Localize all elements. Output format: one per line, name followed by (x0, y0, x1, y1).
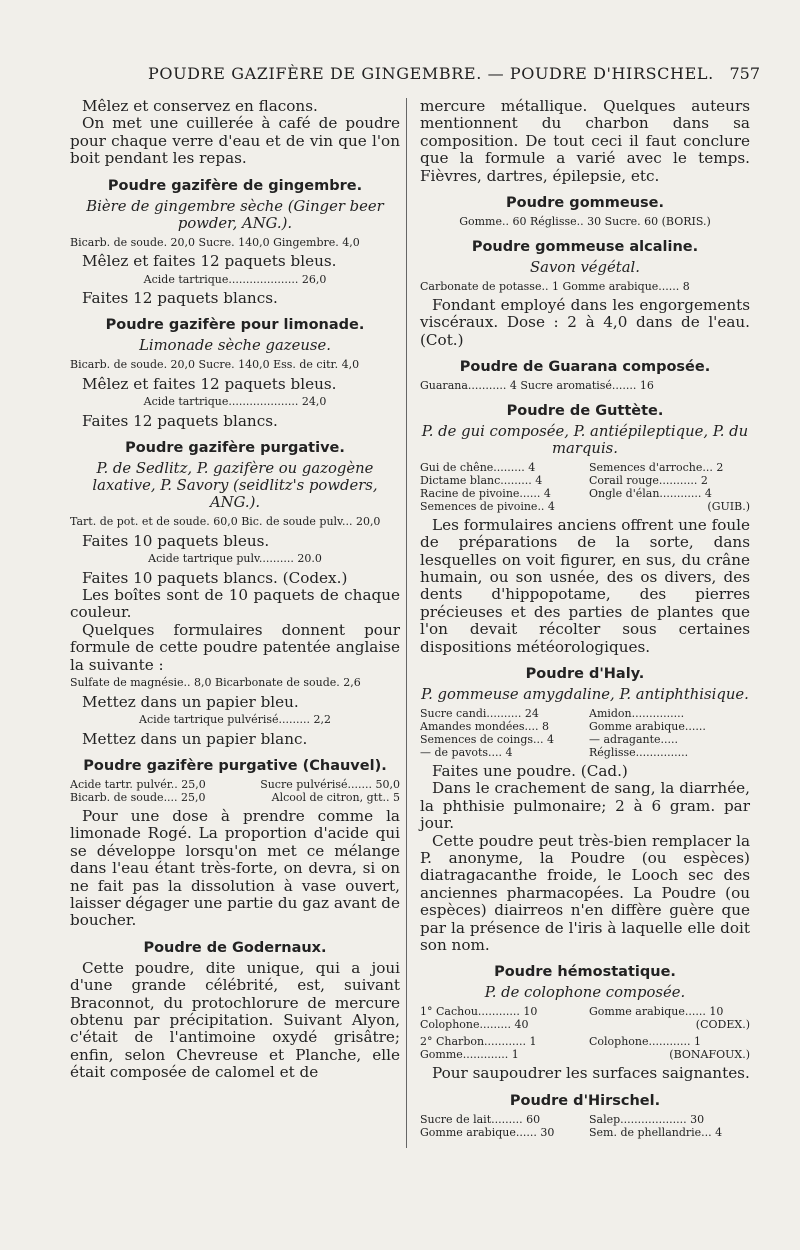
section-heading: Poudre gazifère de gingembre. (107, 177, 363, 194)
section-heading: Poudre gazifère purgative. (125, 440, 345, 457)
instruction: Faites 12 paquets blancs. (82, 289, 278, 308)
source-ref: (CODEX.) (695, 1018, 750, 1032)
section-heading: Poudre d'Haly. (525, 666, 645, 682)
ingredient: Gui de chêne......... 4 (420, 460, 536, 474)
ingredient: Dictame blanc......... 4 (420, 473, 543, 487)
section-subtitle: P. de colophone composée. (484, 984, 686, 1002)
ingredient: Gomme arabique...... 30 (420, 1125, 555, 1139)
ingredient: 2° Charbon............ 1 (420, 1035, 537, 1049)
recipe-line: Guarana........... 4 Sucre aromatisé....... 16 (420, 379, 654, 393)
ingredient: Salep................... 30 (589, 1112, 705, 1126)
ingredient: Semences de coings... 4 (420, 733, 554, 746)
recipe-line: Acide tartrique.................... 24,0 (143, 395, 327, 409)
section-subtitle: P. gommeuse amygdaline, P. antiphthisique. (421, 686, 749, 703)
paragraph: Les boîtes sont de 10 paquets de chaque couleur. (70, 586, 400, 622)
ingredient: Ongle d'élan............ 4 (589, 486, 712, 500)
paragraph: Mêlez et conservez en flacons. (82, 97, 318, 115)
instruction: Mêlez et faites 12 paquets bleus. (82, 374, 337, 393)
section-heading: Poudre hémostatique. (494, 964, 676, 981)
paragraph: mercure métallique. Quelques auteurs mentionnent du charbon dans sa composition. De tout ceci il faut conclure que la formule a varié avec le temps. Fièvres, dartres, épilepsie, etc. (420, 97, 750, 185)
section-subtitle: P. de gui composée, P. antiépileptique, P. du marquis. (421, 422, 749, 457)
ingredient: Sem. de phellandrie... 4 (589, 1125, 723, 1139)
paragraph: Cette poudre peut très-bien remplacer la P. anonyme, la Poudre (ou espèces) diatragacanthe froide, le Looch sec des anciennes pharmacopées. La Poudre (ou espèces) diairreos n'en diffère guère que par la présence de l'iris à laquelle elle doit son nom. (420, 831, 750, 955)
section-heading: Poudre d'Hirschel. (509, 1092, 661, 1109)
paragraph: Cette poudre, dite unique, qui a joui d'une grande célébrité, est, suivant Braconnot, du protochlorure de mercure obtenu par précipitation. Suivant Alyon, c'était de l'antimoine oxydé grisâtre; enfin, selon Chevreuse et Planche, elle était composée de calomel et de (70, 958, 400, 1082)
section-heading: Poudre gommeuse alcaline. (471, 238, 699, 255)
instruction: Faites 10 paquets bleus. (82, 531, 270, 550)
source-ref: (BONAFOUX.) (669, 1048, 750, 1062)
paragraph: Les formulaires anciens offrent une foule de préparations de la sorte, dans lesquelles on voit figurer, en sus, du crâne humain, ou son usnée, des os divers, des dents d'hippopotame, des pierres précieuses et des parties de plantes que l'on devait récolter sous certaines dispositions météorologiques. (420, 515, 750, 656)
ingredient: Semences d'arroche... 2 (589, 460, 724, 474)
paragraph: Pour une dose à prendre comme la limonade Rogé. La proportion d'acide qui se développe lorsqu'on met ce mélange dans l'eau étant très-forte, on devra, si on ne fait pas la dissolution à vase ouvert, laisser dégager une partie du gaz avant de boucher. (70, 806, 400, 930)
ingredient: Réglisse............... (589, 746, 689, 759)
instruction: Faites une poudre. (Cad.) (432, 762, 628, 780)
section-subtitle: Bière de gingembre sèche (Ginger beer powder, ANG.). (86, 197, 384, 232)
ingredient: Colophone......... 40 (420, 1018, 529, 1032)
section-heading: Poudre de Guttète. (506, 402, 664, 419)
recipe-line: Acide tartrique.................... 26,0 (143, 272, 327, 286)
recipe-grid (420, 707, 750, 759)
ingredient: 1° Cachou............ 10 (420, 1005, 538, 1019)
recipe-grid (420, 1005, 750, 1031)
recipe-line: Bicarb. de soude. 20,0 Sucre. 140,0 Ess. de citr. 4,0 (70, 358, 360, 372)
recipe-grid (420, 1113, 750, 1139)
ingredient: Amidon............... (589, 707, 685, 720)
recipe-line: Acide tartrique pulvérisé......... 2,2 (139, 713, 331, 726)
paragraph: Dans le crachement de sang, la diarrhée, la phthisie pulmonaire; 2 à 6 gram. par jour. (420, 779, 750, 833)
paragraph: On met une cuillerée à café de poudre pour chaque verre d'eau et de vin que l'on boit pendant les repas. (70, 114, 400, 168)
ingredient: Sucre de lait......... 60 (420, 1112, 541, 1126)
instruction: Faites 10 paquets blancs. (Codex.) (82, 568, 348, 587)
page-number: 757 (729, 64, 760, 83)
ingredient: Gomme arabique...... 10 (589, 1005, 724, 1019)
recipe-line: Acide tartrique pulv.......... 20.0 (148, 552, 322, 566)
section-heading: Poudre gazifère pour limonade. (105, 317, 365, 334)
ingredient: Corail rouge........... 2 (589, 473, 708, 487)
recipe-line: Gomme.. 60 Réglisse.. 30 Sucre. 60 (BORIS.) (459, 215, 711, 229)
ingredient: Semences de pivoine.. 4 (420, 499, 555, 513)
instruction: Mêlez et faites 12 paquets bleus. (82, 252, 337, 271)
ingredient: Sucre pulvérisé....... 50,0 (260, 777, 400, 791)
running-title: POUDRE GAZIFÈRE DE GINGEMBRE. — POUDRE D'HIRSCHEL. (148, 64, 714, 83)
ingredient: Alcool de citron, gtt.. 5 (271, 790, 400, 804)
ingredient: Bicarb. de soude.... 25,0 (70, 790, 206, 804)
paragraph: Fondant employé dans les engorgements viscéraux. Dose : 2 à 4,0 dans de l'eau. (Cot.) (420, 296, 750, 349)
running-header (70, 64, 760, 90)
ingredient: — de pavots.... 4 (420, 746, 513, 759)
section-subtitle: Limonade sèche gazeuse. (139, 337, 331, 355)
section-heading: Poudre de Godernaux. (143, 939, 327, 956)
section-heading: Poudre de Guarana composée. (459, 359, 711, 376)
ingredient: Colophone............ 1 (589, 1035, 701, 1049)
section-heading: Poudre gommeuse. (505, 195, 664, 212)
instruction: Faites 12 paquets blancs. (82, 411, 278, 430)
source-ref: (GUIB.) (707, 499, 750, 513)
ingredient: Gomme arabique...... (589, 720, 706, 733)
recipe-grid (420, 1035, 750, 1061)
ingredient: Sucre candi.......... 24 (420, 707, 539, 720)
section-heading: Poudre gazifère purgative (Chauvel). (83, 757, 387, 774)
left-column (70, 98, 400, 1082)
paragraph: Quelques formulaires donnent pour formule de cette poudre patentée anglaise la suivante : (70, 620, 400, 674)
instruction: Mettez dans un papier bleu. (82, 692, 299, 711)
recipe-line: Bicarb. de soude. 20,0 Sucre. 140,0 Gingembre. 4,0 (70, 235, 360, 249)
recipe-line: Sulfate de magnésie.. 8,0 Bicarbonate de soude. 2,6 (70, 676, 361, 690)
ingredient: — adragante..... (589, 733, 679, 746)
column-divider (406, 98, 407, 1148)
ingredient: Amandes mondées.... 8 (420, 720, 550, 733)
recipe-line: Carbonate de potasse.. 1 Gomme arabique...... 8 (420, 279, 690, 293)
section-subtitle: P. de Sedlitz, P. gazifère ou gazogène laxative, P. Savory (seidlitz's powders, ANG.). (92, 460, 378, 512)
recipe-grid (420, 461, 750, 513)
right-column (420, 98, 750, 1143)
ingredient: Acide tartr. pulvér.. 25,0 (70, 777, 206, 791)
ingredient: Gomme............. 1 (420, 1048, 519, 1062)
paragraph: Pour saupoudrer les surfaces saignantes. (432, 1064, 750, 1083)
recipe-grid (70, 778, 400, 804)
recipe-line: Tart. de pot. et de soude. 60,0 Bic. de soude pulv... 20,0 (70, 515, 381, 529)
ingredient: Racine de pivoine...... 4 (420, 486, 551, 500)
instruction: Mettez dans un papier blanc. (82, 729, 308, 748)
section-subtitle: Savon végétal. (529, 258, 640, 276)
